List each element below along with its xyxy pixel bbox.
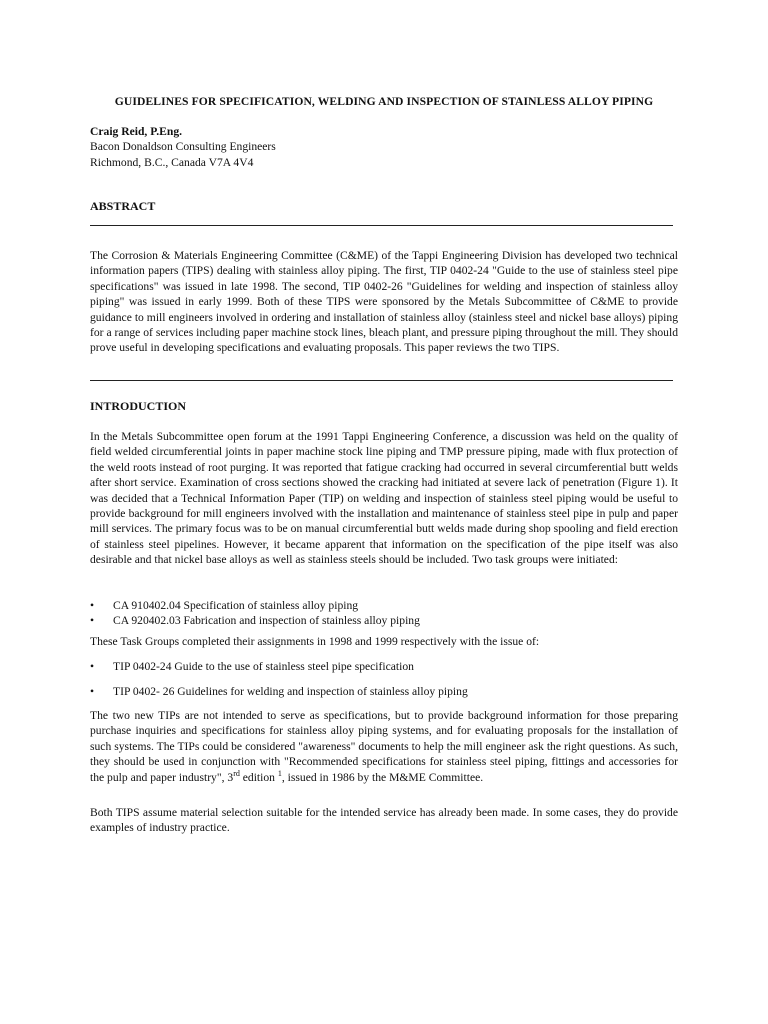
abstract-heading: ABSTRACT [90,199,156,213]
tip-label: TIP 0402-24 Guide to the use of stainless steel pipe specification [113,660,414,673]
abstract-top-rule [90,225,673,226]
tip-list-item-1 [90,659,678,674]
introduction-heading: INTRODUCTION [90,399,187,413]
abstract-text: The Corrosion & Materials Engineering Committee (C&ME) of the Tappi Engineering Division has developed two technical information papers (TIPS) dealing with stainless alloy piping. The first, TIP 0402-24 "Guide to the use of stainless steel pipe specifications" was issued in late 1998. The second, TIP 0402-26 "Guidelines for welding and inspection of stainless alloy piping" was issued in early 1999. Both of these TIPS were sponsored by the Metals Subcommittee of C&ME to provide guidance to mill engineers involved in ordering and installation of stainless alloy (stainless steel and nickel base alloys) piping for a range of services including paper machine stock lines, bleach plant, and pressure piping throughout the mill. They should prove useful in developing specifications and evaluating proposals. This paper reviews the two TIPS. [90,249,678,355]
author-affiliation: Bacon Donaldson Consulting Engineers [90,140,276,154]
paragraph-3-text-c: , issued in 1986 by the M&ME Committee. [281,770,484,784]
tip-list-item-2 [90,684,678,699]
superscript-ordinal: rd [233,768,240,778]
task-group-list [90,598,678,629]
list-item [90,598,678,613]
author-block [90,124,678,170]
task-group-label: CA 910402.04 Specification of stainless alloy piping [113,599,359,612]
introduction-paragraph-4: Both TIPS assume material selection suitable for the intended service has already been made. In some cases, they do provide examples of industry practice. [90,806,678,835]
citation-superscript: 1 [277,768,282,778]
list-item [90,613,678,628]
list-item [90,684,678,699]
introduction-paragraph-1: In the Metals Subcommittee open forum at the 1991 Tappi Engineering Conference, a discussion was held on the quality of field welded circumferential joints in paper machine stock line piping and TMP pressure piping, made with flux protection of the weld roots instead of root purging. It was reported that fatigue cracking had occurred in several circumferential butt welds after short service. Examination of cross sections showed the cracking had initiated at severe lack of penetration (Figure 1). It was decided that a Technical Information Paper (TIP) on welding and inspection of stainless steel piping would be useful to provide background for mill engineers involved with the installation and maintenance of stainless steel pipe in pulp and paper mill services. The primary focus was to be on manual circumferential butt welds made during shop spooling and field erection of stainless steel pipelines. However, it became apparent that information on the specification of the pipe itself was also desirable and that nickel base alloys as well as stainless steels should be included. Two task groups were initiated: [90,430,678,567]
introduction-paragraph-3 [90,708,678,785]
paragraph-3-text-b: edition [239,770,278,784]
paragraph-3-text-a: The two new TIPs are not intended to serve as specifications, but to provide background information for those preparing purchase inquiries and specifications for stainless alloy piping systems, and for evaluating proposals for the installation of such systems. The TIPs could be considered "awareness" documents to help the mill engineer ask the right questions. As such, they should be used in conjunction with "Recommended specifications for stainless steel piping, fittings and accessories for the pulp and paper industry", 3 [90,709,678,784]
bullet-icon: • [90,599,95,612]
bullet-icon: • [90,614,95,628]
task-group-label: CA 920402.03 Fabrication and inspection of stainless alloy piping [113,614,420,628]
author-name: Craig Reid, P.Eng. [90,125,183,138]
author-address: Richmond, B.C., Canada V7A 4V4 [90,155,254,169]
bullet-icon: • [90,685,95,698]
bullet-icon: • [90,660,95,673]
paper-title: GUIDELINES FOR SPECIFICATION, WELDING AND INSPECTION OF STAINLESS ALLOY PIPING [114,95,654,108]
abstract-bottom-rule [90,380,673,381]
tip-label: TIP 0402- 26 Guidelines for welding and inspection of stainless alloy piping [113,685,468,698]
list-item [90,659,678,674]
introduction-paragraph-2: These Task Groups completed their assignments in 1998 and 1999 respectively with the issue of: [90,635,540,648]
